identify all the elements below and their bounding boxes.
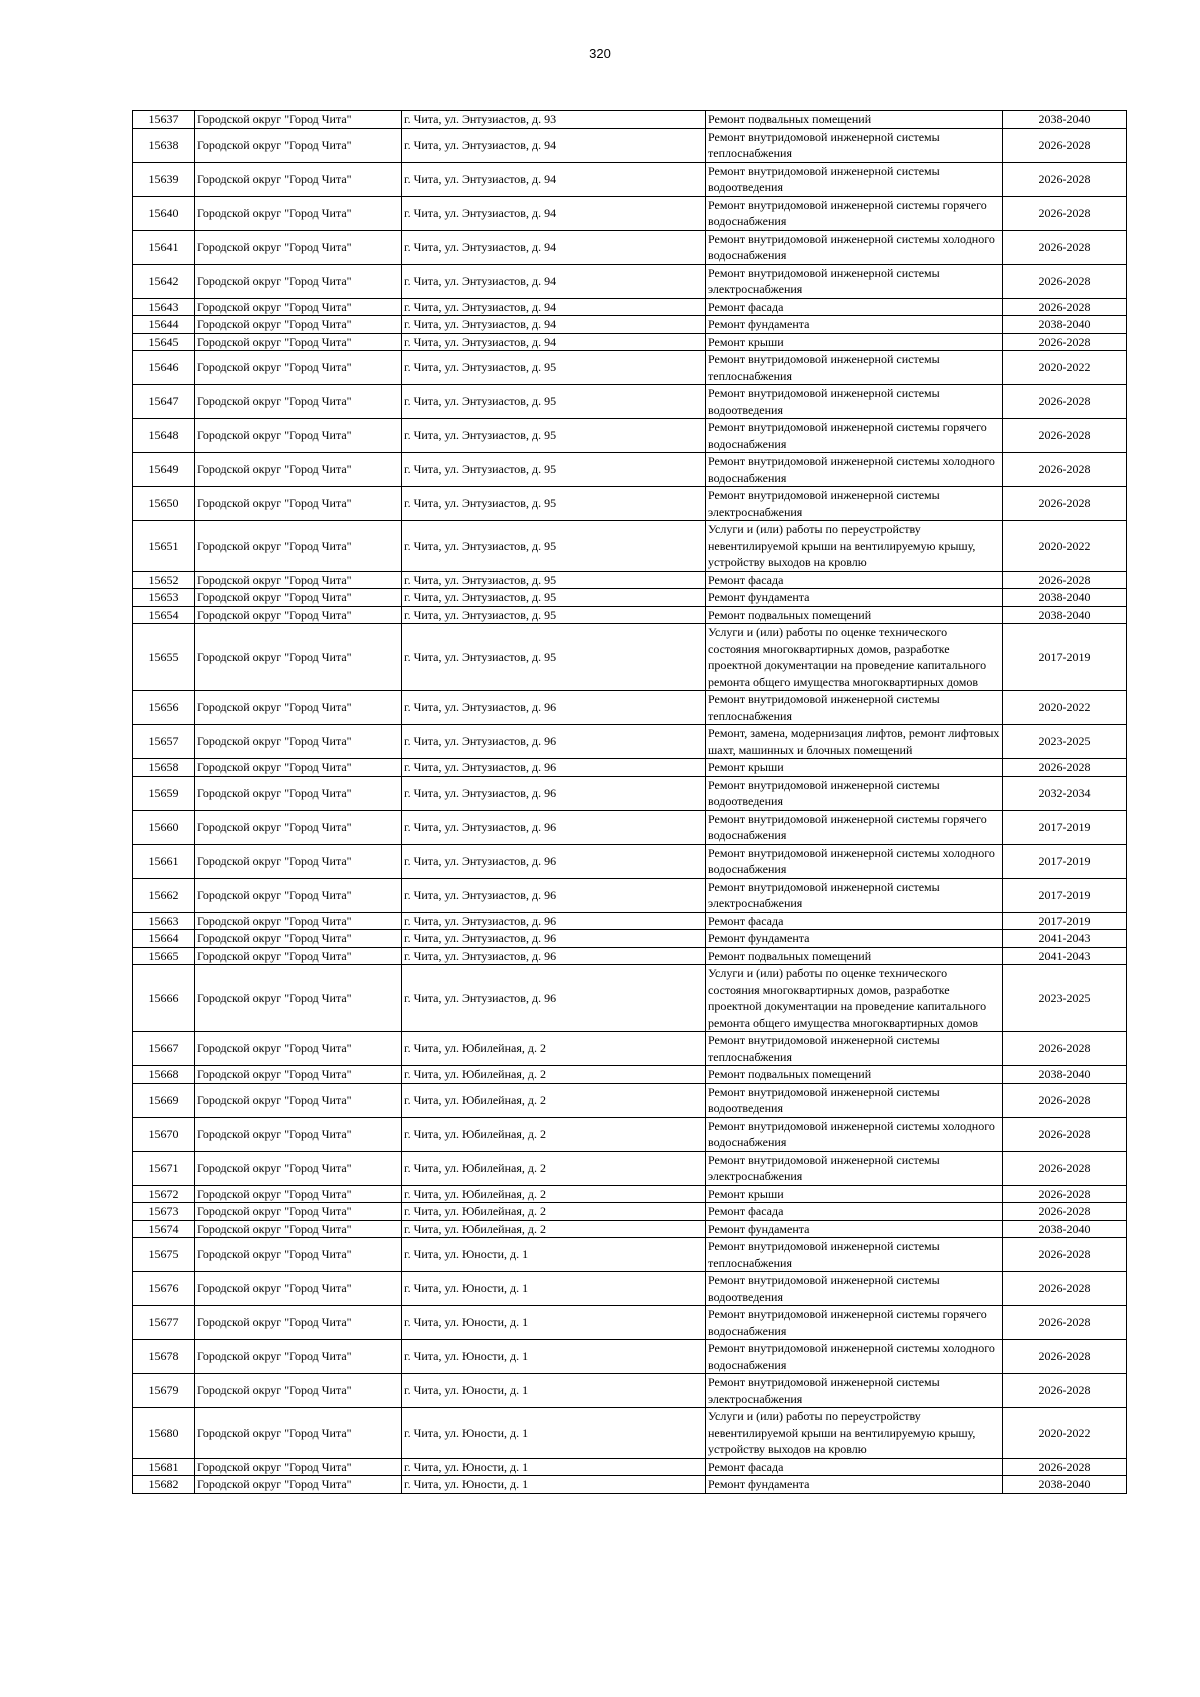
work-type-cell: Ремонт внутридомовой инженерной системы электроснабжения	[706, 878, 1003, 912]
municipality-cell: Городской округ "Город Чита"	[195, 571, 402, 589]
row-number-cell: 15642	[133, 264, 195, 298]
period-cell: 2026-2028	[1003, 298, 1127, 316]
period-cell: 2032-2034	[1003, 776, 1127, 810]
address-cell: г. Чита, ул. Энтузиастов, д. 96	[402, 947, 706, 965]
address-cell: г. Чита, ул. Юности, д. 1	[402, 1374, 706, 1408]
row-number-cell: 15640	[133, 196, 195, 230]
municipality-cell: Городской округ "Город Чита"	[195, 624, 402, 691]
municipality-cell: Городской округ "Город Чита"	[195, 947, 402, 965]
table-row	[133, 947, 1127, 965]
table-row	[133, 1117, 1127, 1151]
municipality-cell: Городской округ "Город Чита"	[195, 776, 402, 810]
work-type-cell: Ремонт внутридомовой инженерной системы теплоснабжения	[706, 351, 1003, 385]
address-cell: г. Чита, ул. Энтузиастов, д. 95	[402, 419, 706, 453]
table-row	[133, 196, 1127, 230]
municipality-cell: Городской округ "Город Чита"	[195, 1238, 402, 1272]
municipality-cell: Городской округ "Город Чита"	[195, 1306, 402, 1340]
work-type-cell: Ремонт подвальных помещений	[706, 1066, 1003, 1084]
row-number-cell: 15648	[133, 419, 195, 453]
table-row	[133, 1238, 1127, 1272]
table-row	[133, 571, 1127, 589]
municipality-cell: Городской округ "Город Чита"	[195, 589, 402, 607]
address-cell: г. Чита, ул. Энтузиастов, д. 96	[402, 810, 706, 844]
row-number-cell: 15672	[133, 1185, 195, 1203]
row-number-cell: 15654	[133, 606, 195, 624]
work-type-cell: Ремонт фасада	[706, 1203, 1003, 1221]
municipality-cell: Городской округ "Город Чита"	[195, 1151, 402, 1185]
address-cell: г. Чита, ул. Энтузиастов, д. 96	[402, 912, 706, 930]
work-type-cell: Ремонт фундамента	[706, 589, 1003, 607]
address-cell: г. Чита, ул. Энтузиастов, д. 95	[402, 606, 706, 624]
address-cell: г. Чита, ул. Энтузиастов, д. 94	[402, 316, 706, 334]
municipality-cell: Городской округ "Город Чита"	[195, 1083, 402, 1117]
row-number-cell: 15645	[133, 333, 195, 351]
period-cell: 2026-2028	[1003, 419, 1127, 453]
row-number-cell: 15673	[133, 1203, 195, 1221]
municipality-cell: Городской округ "Город Чита"	[195, 759, 402, 777]
municipality-cell: Городской округ "Город Чита"	[195, 930, 402, 948]
row-number-cell: 15651	[133, 521, 195, 572]
address-cell: г. Чита, ул. Юбилейная, д. 2	[402, 1185, 706, 1203]
period-cell: 2017-2019	[1003, 844, 1127, 878]
table-row	[133, 1220, 1127, 1238]
municipality-cell: Городской округ "Город Чита"	[195, 1408, 402, 1459]
municipality-cell: Городской округ "Город Чита"	[195, 844, 402, 878]
row-number-cell: 15638	[133, 128, 195, 162]
municipality-cell: Городской округ "Город Чита"	[195, 385, 402, 419]
period-cell: 2026-2028	[1003, 1032, 1127, 1066]
address-cell: г. Чита, ул. Энтузиастов, д. 95	[402, 487, 706, 521]
period-cell: 2023-2025	[1003, 965, 1127, 1032]
address-cell: г. Чита, ул. Юбилейная, д. 2	[402, 1032, 706, 1066]
work-type-cell: Ремонт внутридомовой инженерной системы холодного водоснабжения	[706, 230, 1003, 264]
table-row	[133, 1408, 1127, 1459]
work-type-cell: Ремонт крыши	[706, 1185, 1003, 1203]
address-cell: г. Чита, ул. Энтузиастов, д. 96	[402, 930, 706, 948]
work-type-cell: Ремонт внутридомовой инженерной системы теплоснабжения	[706, 128, 1003, 162]
address-cell: г. Чита, ул. Юбилейная, д. 2	[402, 1203, 706, 1221]
table-row	[133, 1066, 1127, 1084]
work-type-cell: Ремонт фасада	[706, 571, 1003, 589]
table-row	[133, 111, 1127, 129]
municipality-cell: Городской округ "Город Чита"	[195, 1476, 402, 1494]
table-row	[133, 333, 1127, 351]
period-cell: 2020-2022	[1003, 351, 1127, 385]
address-cell: г. Чита, ул. Юности, д. 1	[402, 1408, 706, 1459]
period-cell: 2026-2028	[1003, 1374, 1127, 1408]
period-cell: 2038-2040	[1003, 1066, 1127, 1084]
row-number-cell: 15668	[133, 1066, 195, 1084]
work-type-cell: Ремонт внутридомовой инженерной системы водоотведения	[706, 776, 1003, 810]
work-type-cell: Ремонт внутридомовой инженерной системы электроснабжения	[706, 264, 1003, 298]
work-type-cell: Ремонт внутридомовой инженерной системы холодного водоснабжения	[706, 1117, 1003, 1151]
work-type-cell: Ремонт внутридомовой инженерной системы теплоснабжения	[706, 1032, 1003, 1066]
row-number-cell: 15679	[133, 1374, 195, 1408]
work-type-cell: Услуги и (или) работы по переустройству невентилируемой крыши на вентилируемую крышу, устройству выходов на кровлю	[706, 1408, 1003, 1459]
table-row	[133, 1374, 1127, 1408]
municipality-cell: Городской округ "Город Чита"	[195, 725, 402, 759]
row-number-cell: 15674	[133, 1220, 195, 1238]
municipality-cell: Городской округ "Город Чита"	[195, 196, 402, 230]
municipality-cell: Городской округ "Город Чита"	[195, 333, 402, 351]
table-row	[133, 230, 1127, 264]
work-type-cell: Услуги и (или) работы по оценке технического состояния многоквартирных домов, разработке проектной документации на проведение капитального ремонта общего имущества многоквартирных домов	[706, 624, 1003, 691]
period-cell: 2026-2028	[1003, 1458, 1127, 1476]
period-cell: 2026-2028	[1003, 487, 1127, 521]
table-row	[133, 1203, 1127, 1221]
address-cell: г. Чита, ул. Энтузиастов, д. 95	[402, 521, 706, 572]
municipality-cell: Городской округ "Город Чита"	[195, 111, 402, 129]
municipality-cell: Городской округ "Город Чита"	[195, 691, 402, 725]
row-number-cell: 15665	[133, 947, 195, 965]
address-cell: г. Чита, ул. Энтузиастов, д. 96	[402, 965, 706, 1032]
work-type-cell: Ремонт фасада	[706, 912, 1003, 930]
table-row	[133, 776, 1127, 810]
row-number-cell: 15644	[133, 316, 195, 334]
table-row	[133, 878, 1127, 912]
period-cell: 2026-2028	[1003, 1083, 1127, 1117]
municipality-cell: Городской округ "Город Чита"	[195, 316, 402, 334]
row-number-cell: 15664	[133, 930, 195, 948]
address-cell: г. Чита, ул. Энтузиастов, д. 96	[402, 759, 706, 777]
municipality-cell: Городской округ "Город Чита"	[195, 1066, 402, 1084]
repair-schedule-table	[132, 110, 1127, 1494]
period-cell: 2026-2028	[1003, 571, 1127, 589]
address-cell: г. Чита, ул. Юбилейная, д. 2	[402, 1151, 706, 1185]
row-number-cell: 15652	[133, 571, 195, 589]
address-cell: г. Чита, ул. Энтузиастов, д. 96	[402, 725, 706, 759]
table-row	[133, 589, 1127, 607]
table-body	[133, 111, 1127, 1494]
table-row	[133, 162, 1127, 196]
work-type-cell: Ремонт внутридомовой инженерной системы водоотведения	[706, 162, 1003, 196]
municipality-cell: Городской округ "Город Чита"	[195, 606, 402, 624]
work-type-cell: Ремонт внутридомовой инженерной системы теплоснабжения	[706, 691, 1003, 725]
address-cell: г. Чита, ул. Энтузиастов, д. 94	[402, 230, 706, 264]
work-type-cell: Ремонт фундамента	[706, 930, 1003, 948]
address-cell: г. Чита, ул. Энтузиастов, д. 95	[402, 351, 706, 385]
municipality-cell: Городской округ "Город Чита"	[195, 878, 402, 912]
period-cell: 2026-2028	[1003, 264, 1127, 298]
row-number-cell: 15658	[133, 759, 195, 777]
work-type-cell: Ремонт, замена, модернизация лифтов, ремонт лифтовых шахт, машинных и блочных помещений	[706, 725, 1003, 759]
table-row	[133, 351, 1127, 385]
address-cell: г. Чита, ул. Юности, д. 1	[402, 1272, 706, 1306]
period-cell: 2038-2040	[1003, 589, 1127, 607]
municipality-cell: Городской округ "Город Чита"	[195, 1185, 402, 1203]
municipality-cell: Городской округ "Город Чита"	[195, 1203, 402, 1221]
work-type-cell: Ремонт подвальных помещений	[706, 606, 1003, 624]
row-number-cell: 15680	[133, 1408, 195, 1459]
address-cell: г. Чита, ул. Энтузиастов, д. 94	[402, 128, 706, 162]
table-row	[133, 316, 1127, 334]
work-type-cell: Ремонт внутридомовой инженерной системы горячего водоснабжения	[706, 810, 1003, 844]
period-cell: 2026-2028	[1003, 1185, 1127, 1203]
row-number-cell: 15667	[133, 1032, 195, 1066]
work-type-cell: Ремонт крыши	[706, 759, 1003, 777]
work-type-cell: Ремонт крыши	[706, 333, 1003, 351]
row-number-cell: 15678	[133, 1340, 195, 1374]
municipality-cell: Городской округ "Город Чита"	[195, 810, 402, 844]
municipality-cell: Городской округ "Город Чита"	[195, 1340, 402, 1374]
address-cell: г. Чита, ул. Энтузиастов, д. 96	[402, 878, 706, 912]
address-cell: г. Чита, ул. Энтузиастов, д. 94	[402, 196, 706, 230]
municipality-cell: Городской округ "Город Чита"	[195, 128, 402, 162]
row-number-cell: 15671	[133, 1151, 195, 1185]
row-number-cell: 15641	[133, 230, 195, 264]
table-row	[133, 810, 1127, 844]
period-cell: 2026-2028	[1003, 1117, 1127, 1151]
municipality-cell: Городской округ "Город Чита"	[195, 1272, 402, 1306]
table-row	[133, 385, 1127, 419]
period-cell: 2026-2028	[1003, 1340, 1127, 1374]
period-cell: 2017-2019	[1003, 810, 1127, 844]
table-row	[133, 844, 1127, 878]
table-row	[133, 759, 1127, 777]
municipality-cell: Городской округ "Город Чита"	[195, 1220, 402, 1238]
municipality-cell: Городской округ "Город Чита"	[195, 1374, 402, 1408]
municipality-cell: Городской округ "Город Чита"	[195, 521, 402, 572]
row-number-cell: 15655	[133, 624, 195, 691]
period-cell: 2026-2028	[1003, 1203, 1127, 1221]
table-row	[133, 419, 1127, 453]
work-type-cell: Ремонт внутридомовой инженерной системы водоотведения	[706, 1272, 1003, 1306]
work-type-cell: Ремонт внутридомовой инженерной системы теплоснабжения	[706, 1238, 1003, 1272]
municipality-cell: Городской округ "Город Чита"	[195, 487, 402, 521]
row-number-cell: 15666	[133, 965, 195, 1032]
address-cell: г. Чита, ул. Юбилейная, д. 2	[402, 1117, 706, 1151]
table-row	[133, 1151, 1127, 1185]
work-type-cell: Ремонт внутридомовой инженерной системы водоотведения	[706, 1083, 1003, 1117]
period-cell: 2026-2028	[1003, 230, 1127, 264]
table-row	[133, 1083, 1127, 1117]
work-type-cell: Услуги и (или) работы по оценке технического состояния многоквартирных домов, разработке проектной документации на проведение капитального ремонта общего имущества многоквартирных домов	[706, 965, 1003, 1032]
table-row	[133, 725, 1127, 759]
period-cell: 2026-2028	[1003, 196, 1127, 230]
address-cell: г. Чита, ул. Энтузиастов, д. 94	[402, 162, 706, 196]
work-type-cell: Ремонт внутридомовой инженерной системы электроснабжения	[706, 1151, 1003, 1185]
row-number-cell: 15643	[133, 298, 195, 316]
table-row	[133, 1340, 1127, 1374]
table-row	[133, 1272, 1127, 1306]
period-cell: 2038-2040	[1003, 1476, 1127, 1494]
work-type-cell: Ремонт внутридомовой инженерной системы электроснабжения	[706, 487, 1003, 521]
row-number-cell: 15637	[133, 111, 195, 129]
period-cell: 2026-2028	[1003, 759, 1127, 777]
address-cell: г. Чита, ул. Энтузиастов, д. 96	[402, 776, 706, 810]
address-cell: г. Чита, ул. Юбилейная, д. 2	[402, 1083, 706, 1117]
row-number-cell: 15675	[133, 1238, 195, 1272]
period-cell: 2026-2028	[1003, 1272, 1127, 1306]
work-type-cell: Ремонт внутридомовой инженерной системы горячего водоснабжения	[706, 196, 1003, 230]
row-number-cell: 15650	[133, 487, 195, 521]
address-cell: г. Чита, ул. Энтузиастов, д. 96	[402, 844, 706, 878]
municipality-cell: Городской округ "Город Чита"	[195, 965, 402, 1032]
row-number-cell: 15676	[133, 1272, 195, 1306]
period-cell: 2017-2019	[1003, 912, 1127, 930]
address-cell: г. Чита, ул. Энтузиастов, д. 95	[402, 385, 706, 419]
municipality-cell: Городской округ "Город Чита"	[195, 912, 402, 930]
period-cell: 2020-2022	[1003, 1408, 1127, 1459]
row-number-cell: 15662	[133, 878, 195, 912]
work-type-cell: Ремонт внутридомовой инженерной системы холодного водоснабжения	[706, 453, 1003, 487]
work-type-cell: Ремонт внутридомовой инженерной системы водоотведения	[706, 385, 1003, 419]
row-number-cell: 15661	[133, 844, 195, 878]
table-row	[133, 912, 1127, 930]
address-cell: г. Чита, ул. Энтузиастов, д. 95	[402, 589, 706, 607]
table-row	[133, 298, 1127, 316]
work-type-cell: Ремонт фундамента	[706, 1220, 1003, 1238]
period-cell: 2038-2040	[1003, 111, 1127, 129]
table-row	[133, 930, 1127, 948]
row-number-cell: 15682	[133, 1476, 195, 1494]
address-cell: г. Чита, ул. Энтузиастов, д. 94	[402, 264, 706, 298]
row-number-cell: 15639	[133, 162, 195, 196]
address-cell: г. Чита, ул. Энтузиастов, д. 95	[402, 571, 706, 589]
municipality-cell: Городской округ "Город Чита"	[195, 419, 402, 453]
table-row	[133, 1306, 1127, 1340]
work-type-cell: Услуги и (или) работы по переустройству невентилируемой крыши на вентилируемую крышу, устройству выходов на кровлю	[706, 521, 1003, 572]
municipality-cell: Городской округ "Город Чита"	[195, 298, 402, 316]
work-type-cell: Ремонт внутридомовой инженерной системы холодного водоснабжения	[706, 844, 1003, 878]
table-row	[133, 128, 1127, 162]
period-cell: 2017-2019	[1003, 624, 1127, 691]
table-row	[133, 521, 1127, 572]
page-number: 320	[589, 46, 611, 61]
address-cell: г. Чита, ул. Энтузиастов, д. 95	[402, 453, 706, 487]
period-cell: 2026-2028	[1003, 333, 1127, 351]
row-number-cell: 15656	[133, 691, 195, 725]
work-type-cell: Ремонт внутридомовой инженерной системы холодного водоснабжения	[706, 1340, 1003, 1374]
address-cell: г. Чита, ул. Юности, д. 1	[402, 1476, 706, 1494]
period-cell: 2038-2040	[1003, 1220, 1127, 1238]
period-cell: 2017-2019	[1003, 878, 1127, 912]
period-cell: 2020-2022	[1003, 691, 1127, 725]
period-cell: 2023-2025	[1003, 725, 1127, 759]
municipality-cell: Городской округ "Город Чита"	[195, 162, 402, 196]
address-cell: г. Чита, ул. Юности, д. 1	[402, 1458, 706, 1476]
work-type-cell: Ремонт внутридомовой инженерной системы электроснабжения	[706, 1374, 1003, 1408]
row-number-cell: 15669	[133, 1083, 195, 1117]
municipality-cell: Городской округ "Город Чита"	[195, 1117, 402, 1151]
address-cell: г. Чита, ул. Энтузиастов, д. 96	[402, 691, 706, 725]
work-type-cell: Ремонт подвальных помещений	[706, 947, 1003, 965]
period-cell: 2026-2028	[1003, 128, 1127, 162]
municipality-cell: Городской округ "Город Чита"	[195, 264, 402, 298]
row-number-cell: 15663	[133, 912, 195, 930]
period-cell: 2041-2043	[1003, 930, 1127, 948]
row-number-cell: 15653	[133, 589, 195, 607]
work-type-cell: Ремонт подвальных помещений	[706, 111, 1003, 129]
table-row	[133, 1476, 1127, 1494]
work-type-cell: Ремонт фундамента	[706, 1476, 1003, 1494]
row-number-cell: 15647	[133, 385, 195, 419]
table-row	[133, 606, 1127, 624]
table-row	[133, 1185, 1127, 1203]
address-cell: г. Чита, ул. Юности, д. 1	[402, 1340, 706, 1374]
table-row	[133, 487, 1127, 521]
row-number-cell: 15657	[133, 725, 195, 759]
address-cell: г. Чита, ул. Юбилейная, д. 2	[402, 1066, 706, 1084]
municipality-cell: Городской округ "Город Чита"	[195, 1032, 402, 1066]
work-type-cell: Ремонт фундамента	[706, 316, 1003, 334]
table-row	[133, 264, 1127, 298]
address-cell: г. Чита, ул. Юности, д. 1	[402, 1238, 706, 1272]
row-number-cell: 15677	[133, 1306, 195, 1340]
row-number-cell: 15660	[133, 810, 195, 844]
address-cell: г. Чита, ул. Юбилейная, д. 2	[402, 1220, 706, 1238]
table-row	[133, 453, 1127, 487]
row-number-cell: 15670	[133, 1117, 195, 1151]
period-cell: 2026-2028	[1003, 385, 1127, 419]
row-number-cell: 15659	[133, 776, 195, 810]
work-type-cell: Ремонт фасада	[706, 1458, 1003, 1476]
period-cell: 2026-2028	[1003, 162, 1127, 196]
work-type-cell: Ремонт внутридомовой инженерной системы горячего водоснабжения	[706, 1306, 1003, 1340]
period-cell: 2038-2040	[1003, 606, 1127, 624]
row-number-cell: 15646	[133, 351, 195, 385]
address-cell: г. Чита, ул. Энтузиастов, д. 94	[402, 333, 706, 351]
period-cell: 2026-2028	[1003, 1306, 1127, 1340]
row-number-cell: 15649	[133, 453, 195, 487]
period-cell: 2026-2028	[1003, 1238, 1127, 1272]
table-row	[133, 1032, 1127, 1066]
period-cell: 2041-2043	[1003, 947, 1127, 965]
work-type-cell: Ремонт фасада	[706, 298, 1003, 316]
period-cell: 2026-2028	[1003, 453, 1127, 487]
table-row	[133, 691, 1127, 725]
period-cell: 2026-2028	[1003, 1151, 1127, 1185]
address-cell: г. Чита, ул. Юности, д. 1	[402, 1306, 706, 1340]
table-row	[133, 624, 1127, 691]
table-row	[133, 1458, 1127, 1476]
address-cell: г. Чита, ул. Энтузиастов, д. 94	[402, 298, 706, 316]
address-cell: г. Чита, ул. Энтузиастов, д. 95	[402, 624, 706, 691]
municipality-cell: Городской округ "Город Чита"	[195, 1458, 402, 1476]
municipality-cell: Городской округ "Город Чита"	[195, 230, 402, 264]
address-cell: г. Чита, ул. Энтузиастов, д. 93	[402, 111, 706, 129]
row-number-cell: 15681	[133, 1458, 195, 1476]
municipality-cell: Городской округ "Город Чита"	[195, 453, 402, 487]
work-type-cell: Ремонт внутридомовой инженерной системы горячего водоснабжения	[706, 419, 1003, 453]
table-row	[133, 965, 1127, 1032]
period-cell: 2038-2040	[1003, 316, 1127, 334]
period-cell: 2020-2022	[1003, 521, 1127, 572]
municipality-cell: Городской округ "Город Чита"	[195, 351, 402, 385]
